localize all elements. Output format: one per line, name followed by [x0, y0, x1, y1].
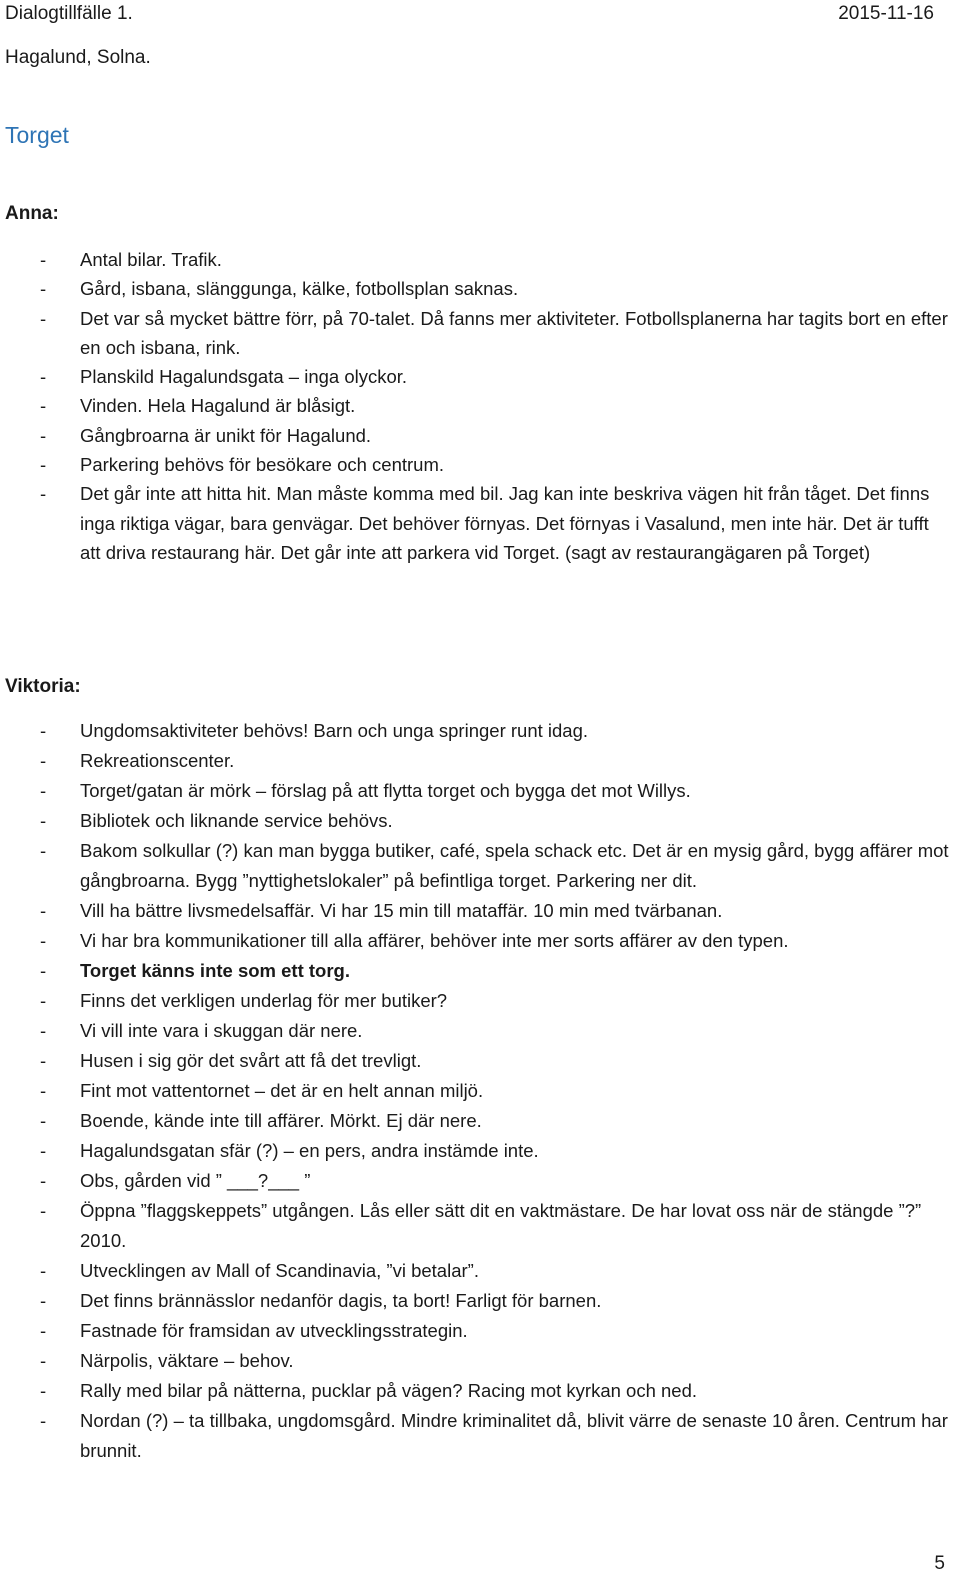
list-item: - Utvecklingen av Mall of Scandinavia, ”vi betalar”. — [40, 1260, 479, 1281]
list-item: - Det finns brännässlor nedanför dagis, ta bort! Farligt för barnen. — [40, 1290, 602, 1311]
speaker-viktoria: Viktoria: — [5, 676, 81, 697]
document-title: Dialogtillfälle 1. — [5, 3, 133, 24]
list-item: - Finns det verkligen underlag för mer butiker? — [40, 990, 448, 1011]
page-number: 5 — [934, 1553, 945, 1574]
document-date: 2015-11-16 — [838, 3, 934, 24]
list-item: - Vinden. Hela Hagalund är blåsigt. — [40, 395, 356, 417]
list-item: - Ungdomsaktiviteter behövs! Barn och unga springer runt idag. — [40, 720, 589, 741]
bold-statement: Torget känns inte som ett torg. — [80, 960, 350, 981]
list-item: - Fastnade för framsidan av utvecklingsstrategin. — [40, 1320, 468, 1341]
list-item: - Det går inte att hitta hit. Man måste komma med bil. Jag kan inte beskriva vägen hit från tåget. Det finns inga riktiga vägar, bara genvägar. Det behöver förnyas. Det förnyas i Vasalund, men inte här. Det är tufft att driva restaurang här. Det går inte att parkera vid Torget. (sagt av restaurangägaren på Torget) — [40, 483, 930, 563]
list-item: - Fint mot vattentornet – det är en helt annan miljö. — [40, 1080, 484, 1101]
list-item: - Det var så mycket bättre förr, på 70-talet. Då fanns mer aktiviteter. Fotbollsplanerna har tagits bort en efter en och isbana, rink. — [40, 307, 948, 358]
list-item: - Gångbroarna är unikt för Hagalund. — [40, 424, 372, 446]
list-item: - Vi vill inte vara i skuggan där nere. — [40, 1020, 363, 1041]
speaker-anna: Anna: — [5, 203, 59, 224]
list-item: - Nordan (?) – ta tillbaka, ungdomsgård. Mindre kriminalitet då, blivit värre de senaste 10 åren. Centrum har brunnit. — [40, 1410, 948, 1461]
list-item: - Hagalundsgatan sfär (?) – en pers, andra instämde inte. — [40, 1140, 539, 1161]
list-item: - Torget känns inte som ett torg. — [40, 960, 350, 981]
list-item: - Bakom solkullar (?) kan man bygga butiker, café, spela schack etc. Det är en mysig gård, bygg affärer mot gångbroarna. Bygg ”nyttighetslokaler” på befintliga torget. Parkering ner dit. — [40, 840, 949, 891]
document-place: Hagalund, Solna. — [5, 47, 151, 68]
list-item: - Bibliotek och liknande service behövs. — [40, 810, 393, 831]
list-item: - Vill ha bättre livsmedelsaffär. Vi har 15 min till mataffär. 10 min med tvärbanan. — [40, 900, 723, 921]
list-item: - Antal bilar. Trafik. — [40, 249, 222, 270]
list-item: - Öppna ”flaggskeppets” utgången. Lås eller sätt dit en vaktmästare. De har lovat oss när de stängde ”?” 2010. — [40, 1200, 922, 1251]
list-item: - Parkering behövs för besökare och centrum. — [40, 454, 445, 476]
list-item: - Vi har bra kommunikationer till alla affärer, behöver inte mer sorts affärer av den typen. — [40, 930, 789, 951]
list-item: - Närpolis, väktare – behov. — [40, 1350, 294, 1371]
anna-comment-list — [0, 245, 950, 567]
list-item: - Rally med bilar på nätterna, pucklar på vägen? Racing mot kyrkan och ned. — [40, 1380, 698, 1401]
list-item: - Rekreationscenter. — [40, 750, 235, 771]
section-heading: Torget — [5, 122, 69, 148]
list-item: - Gård, isbana, slänggunga, kälke, fotbollsplan saknas. — [40, 278, 519, 300]
list-item: - Torget/gatan är mörk – förslag på att flytta torget och bygga det mot Willys. — [40, 780, 691, 801]
list-item: - Obs, gården vid ” ___?___ ” — [40, 1170, 311, 1191]
list-item: - Planskild Hagalundsgata – inga olyckor. — [40, 366, 408, 388]
list-item: - Husen i sig gör det svårt att få det trevligt. — [40, 1050, 422, 1071]
list-item: - Boende, kände inte till affärer. Mörkt. Ej där nere. — [40, 1110, 482, 1131]
viktoria-comment-list — [0, 716, 950, 1466]
